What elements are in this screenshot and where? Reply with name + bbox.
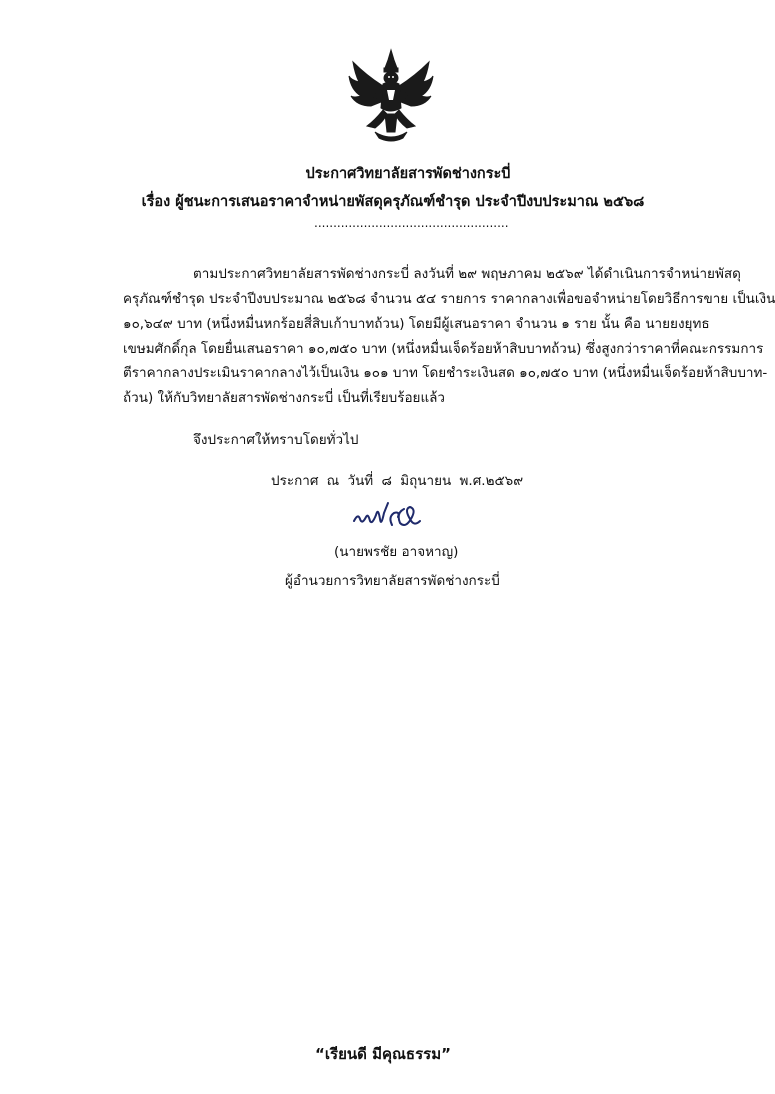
document-subject: เรื่อง ผู้ชนะการเสนอราคาจำหน่ายพัสดุครุภัณฑ์ชำรุด ประจำปีงบประมาณ ๒๕๖๘ (141, 194, 645, 210)
signer-name: (นายพรชัย อาจหาญ) (334, 544, 459, 560)
body-line-5: ตีราคากลางประเมินราคากลางไว้เป็นเงิน ๑๐๑ บาท โดยชำระเงินสด ๑๐,๗๕๐ บาท (หนึ่งหมื่นเจ็ดร้อยห้าสิบบาท- (123, 365, 768, 381)
garuda-emblem-icon (345, 46, 437, 146)
document-title: ประกาศวิทยาลัยสารพัดช่างกระบี่ (305, 166, 511, 182)
signer-position: ผู้อำนวยการวิทยาลัยสารพัดช่างกระบี่ (285, 573, 500, 589)
body-line-4: เขษมศักดิ์กุล โดยยื่นเสนอราคา ๑๐,๗๕๐ บาท (หนึ่งหมื่นเจ็ดร้อยห้าสิบบาทถ้วน) ซึ่งสูงกว่าราคาที่คณะกรรมการ (123, 341, 764, 357)
handwritten-signature (348, 499, 448, 535)
body-line-1: ตามประกาศวิทยาลัยสารพัดช่างกระบี่ ลงวันที่ ๒๙ พฤษภาคม ๒๕๖๙ ได้ดำเนินการจำหน่ายพัสดุ (193, 266, 741, 282)
body-line-6: ถ้วน) ให้กับวิทยาลัยสารพัดช่างกระบี่ เป็นที่เรียบร้อยแล้ว (123, 390, 446, 406)
announcement-date: ประกาศ ณ วันที่ ๘ มิถุนายน พ.ศ.๒๕๖๙ (271, 473, 524, 489)
motto: “เรียนดี มีคุณธรรม” (315, 1045, 451, 1063)
body-line-3: ๑๐,๖๔๙ บาท (หนึ่งหมื่นหกร้อยสี่สิบเก้าบาทถ้วน) โดยมีผู้เสนอราคา จำนวน ๑ ราย นั้น คือ นายยงยุทธ (123, 316, 710, 332)
title-separator: ................................................... (314, 216, 509, 230)
closing-statement: จึงประกาศให้ทราบโดยทั่วไป (193, 432, 359, 448)
body-line-2: ครุภัณฑ์ชำรุด ประจำปีงบประมาณ ๒๕๖๘ จำนวน ๕๔ รายการ ราคากลางเพื่อขอจำหน่ายโดยวิธีการขาย เป็นเงิน (123, 291, 775, 307)
